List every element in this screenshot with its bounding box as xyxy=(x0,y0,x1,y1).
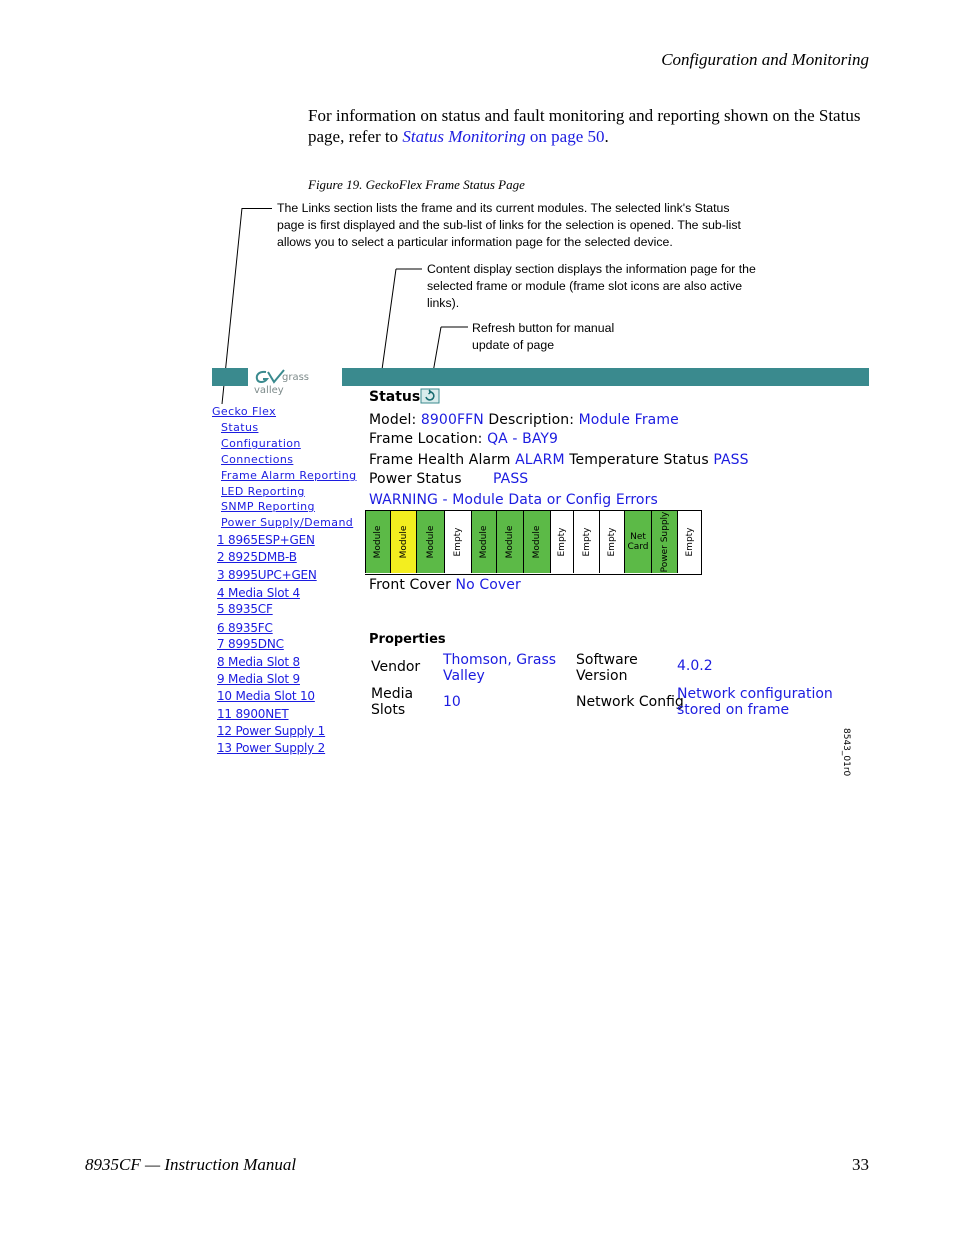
slot-label: Power Supply xyxy=(659,511,670,573)
slot-label: Empty xyxy=(684,527,695,557)
grass-valley-logo: grass valley xyxy=(254,369,340,387)
slot-4[interactable] xyxy=(444,511,471,573)
nav-sublink-led-reporting[interactable]: LED Reporting xyxy=(221,485,305,498)
power-row: Power Status xyxy=(369,471,462,487)
location-row: Frame Location: QA - BAY9 xyxy=(369,431,559,447)
nav-sublink-power-supply-demand[interactable]: Power Supply/Demand xyxy=(221,516,354,529)
health-value: ALARM xyxy=(515,452,565,468)
nav-device-9[interactable]: 9 Media Slot 9 xyxy=(217,672,300,686)
nav-device-5[interactable]: 5 8935CF xyxy=(217,602,273,616)
footer-manual-title: 8935CF — Instruction Manual xyxy=(85,1155,297,1174)
nav-device-10[interactable]: 10 Media Slot 10 xyxy=(217,689,315,703)
slot-8[interactable] xyxy=(550,511,573,573)
slot-7[interactable] xyxy=(523,511,550,573)
nav-device-3[interactable]: 3 8995UPC+GEN xyxy=(217,568,317,582)
nav-sublink-frame-alarm-reporting[interactable]: Frame Alarm Reporting xyxy=(221,469,357,482)
nav-device-1[interactable]: 1 8965ESP+GEN xyxy=(217,533,315,547)
location-value: QA - BAY9 xyxy=(487,431,559,447)
status-title: Status xyxy=(369,389,421,405)
footer-page-number: 33 xyxy=(852,1155,869,1174)
nav-device-13[interactable]: 13 Power Supply 2 xyxy=(217,741,326,755)
media-label: Media Slots xyxy=(371,686,414,718)
nav-device-8[interactable]: 8 Media Slot 8 xyxy=(217,655,300,669)
properties-title: Properties xyxy=(369,632,446,647)
slot-label: Empty xyxy=(581,527,592,557)
slot-label: Module xyxy=(532,525,542,559)
nav-device-2[interactable]: 2 8925DMB-B xyxy=(217,550,297,564)
vendor-value: Thomson, Grass Valley xyxy=(443,652,557,684)
nav-sublink-status[interactable]: Status xyxy=(221,421,259,434)
slot-13[interactable] xyxy=(677,511,701,573)
refresh-button[interactable] xyxy=(420,388,440,409)
slot-11[interactable] xyxy=(624,511,651,573)
nav-sublink-configuration[interactable]: Configuration xyxy=(221,437,301,450)
slot-9[interactable] xyxy=(573,511,599,573)
power-value: PASS xyxy=(493,471,529,487)
slot-5[interactable] xyxy=(471,511,496,573)
slot-label: Module xyxy=(479,525,489,559)
nav-device-6[interactable]: 6 8935FC xyxy=(217,621,273,635)
figure-caption: Figure 19. GeckoFlex Frame Status Page xyxy=(308,177,525,192)
slot-label: Module xyxy=(398,525,409,559)
media-value: 10 xyxy=(443,694,461,710)
nav-device-12[interactable]: 12 Power Supply 1 xyxy=(217,724,326,738)
network-value: Network configuration stored on frame xyxy=(677,686,833,718)
description-value: Module Frame xyxy=(578,412,679,428)
slot-10[interactable] xyxy=(599,511,624,573)
front-cover-value: No Cover xyxy=(455,577,521,593)
intro-text: For information on status and fault monitoring and reporting shown on the Status page, refer to xyxy=(308,106,861,146)
running-header: Configuration and Monitoring xyxy=(661,50,869,69)
callout-content: Content display section displays the information page for the selected frame or module (frame slot icons are also active links). xyxy=(427,262,756,310)
vendor-label: Vendor xyxy=(371,659,421,675)
nav-frame-gecko-flex[interactable]: Gecko Flex xyxy=(212,405,277,418)
software-value: 4.0.2 xyxy=(677,658,713,674)
header-bar xyxy=(342,368,869,386)
temp-value: PASS xyxy=(713,452,749,468)
warning-link[interactable]: WARNING - Module Data or Config Errors xyxy=(369,492,658,508)
refresh-icon[interactable] xyxy=(420,388,440,404)
nav-device-4[interactable]: 4 Media Slot 4 xyxy=(217,586,300,600)
slot-label: Module xyxy=(425,525,436,559)
model-value: 8900FFN xyxy=(420,412,484,428)
status-monitoring-link[interactable]: Status Monitoring on page 50 xyxy=(402,127,605,146)
health-row: Frame Health Alarm ALARM Temperature Status PASS xyxy=(369,452,749,468)
front-cover-row: Front Cover No Cover xyxy=(369,577,521,593)
slot-label: Empty xyxy=(453,527,463,557)
slot-label: Empty xyxy=(607,527,617,557)
slot-2[interactable] xyxy=(390,511,416,573)
callout-links: The Links section lists the frame and its current modules. The selected link's Status page is first displayed and the sub-list of links for the selection is opened. The sub-list allows you to select a particular information page for the selected device. xyxy=(277,201,741,249)
slot-3[interactable] xyxy=(416,511,444,573)
header-bar-left xyxy=(212,368,248,386)
slot-12[interactable] xyxy=(651,511,677,573)
slot-1[interactable] xyxy=(365,511,390,573)
figure-id: 8543_01r0 xyxy=(841,728,851,777)
slot-6[interactable] xyxy=(496,511,523,573)
slot-label: Module xyxy=(505,525,515,559)
nav-device-7[interactable]: 7 8995DNC xyxy=(217,637,284,651)
intro-paragraph: For information on status and fault monitoring and reporting shown on the Status page, refer to Status Monitoring on page 50. xyxy=(308,106,861,146)
callout-refresh: Refresh button for manual update of page xyxy=(472,321,615,352)
software-label: Software Version xyxy=(576,652,638,684)
frame-slots xyxy=(365,510,702,575)
nav-sublink-connections[interactable]: Connections xyxy=(221,453,294,466)
nav-device-11[interactable]: 11 8900NET xyxy=(217,707,289,721)
nav-sublink-snmp-reporting[interactable]: SNMP Reporting xyxy=(221,500,315,513)
model-row: Model: 8900FFN Description: Module Frame xyxy=(369,412,679,428)
slot-label: Empty xyxy=(557,527,567,557)
network-label: Network Config xyxy=(576,694,684,710)
slot-label: Net Card xyxy=(627,532,649,552)
slot-label: Module xyxy=(373,525,383,559)
